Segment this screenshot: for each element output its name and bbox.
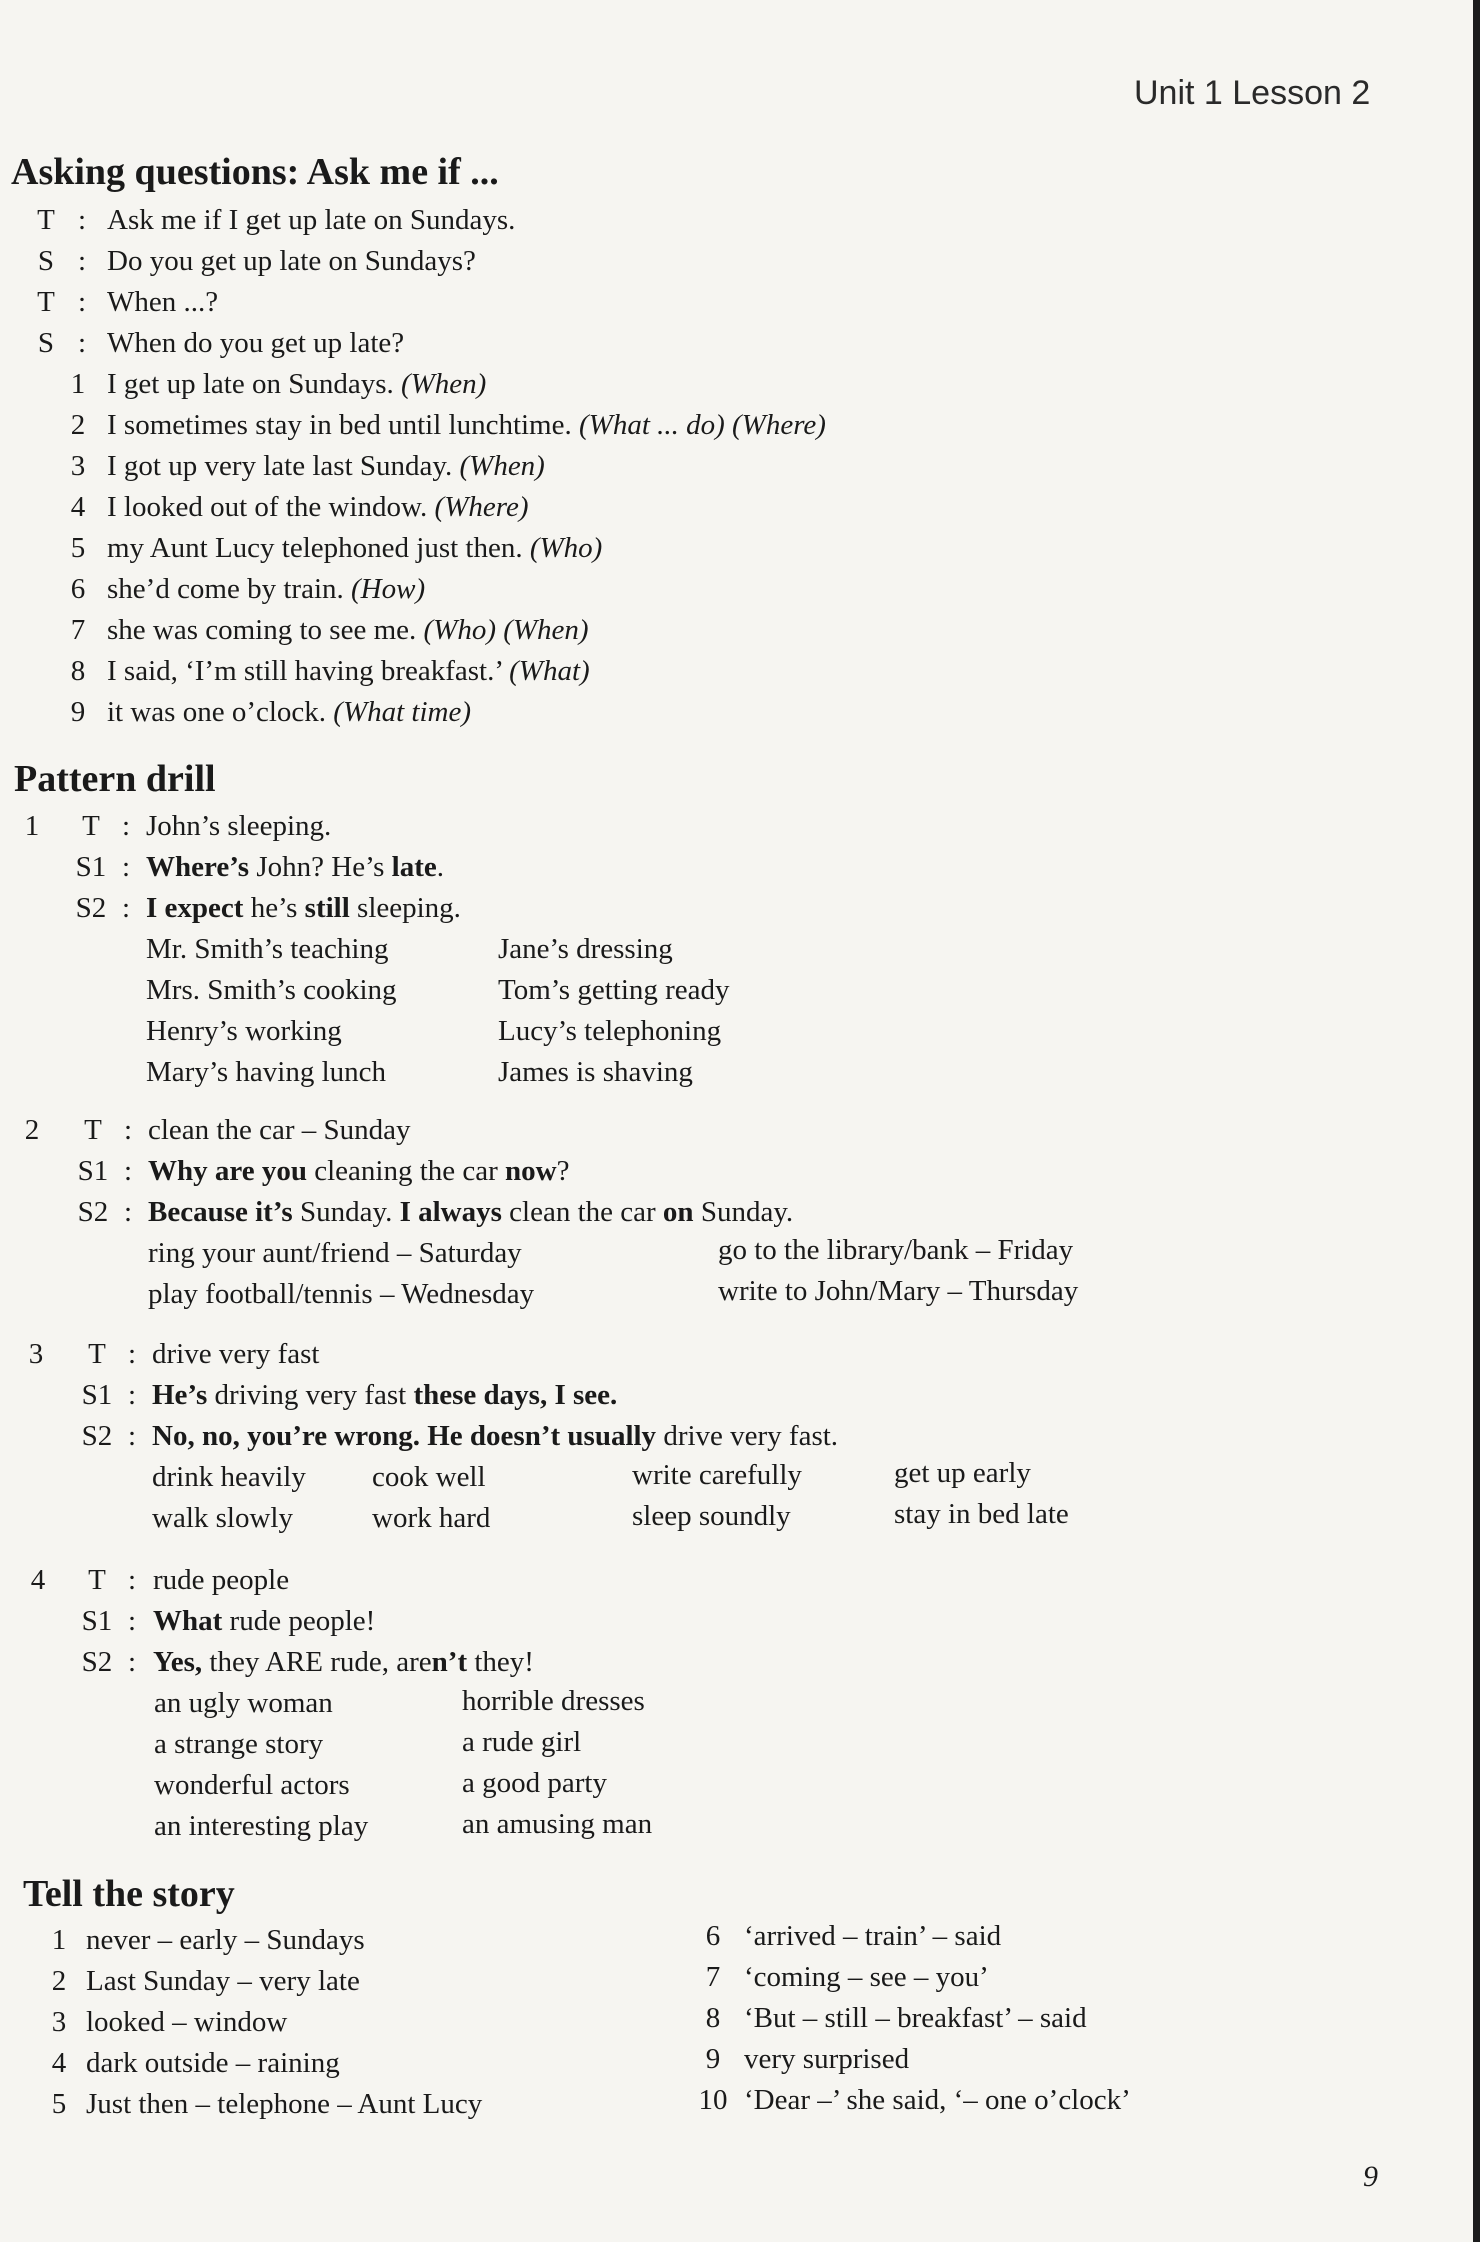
- text-span: they!: [467, 1646, 534, 1678]
- drill-prompt: an ugly woman: [154, 1687, 333, 1719]
- exercise-number: 3: [28, 1338, 44, 1370]
- drill-text: [153, 1642, 534, 1683]
- speaker-label: T: [82, 810, 100, 842]
- colon: :: [123, 1114, 133, 1146]
- drill-line: [0, 888, 1300, 929]
- item-sentence: it was one o’clock.: [107, 696, 327, 728]
- drill-prompt: sleep soundly: [632, 1500, 791, 1532]
- speaker-label: S1: [81, 1379, 113, 1411]
- item-text: [107, 528, 602, 569]
- drill-prompt: drink heavily: [152, 1461, 306, 1493]
- speaker-label: S2: [77, 1196, 109, 1228]
- question-item: [0, 528, 1300, 569]
- story-cue-text: ‘Dear –’ she said, ‘– one o’clock’: [744, 2084, 1131, 2116]
- item-number: 2: [70, 409, 86, 441]
- item-text: [107, 446, 545, 487]
- dialog-line: [0, 282, 1300, 323]
- drill-text: rude people: [153, 1564, 290, 1596]
- drill-prompt: Mr. Smith’s teaching: [146, 933, 389, 965]
- speaker-label: T: [88, 1338, 106, 1370]
- drill-prompt: Mary’s having lunch: [146, 1056, 387, 1088]
- colon: :: [121, 892, 131, 924]
- question-item: [0, 446, 1300, 487]
- item-number: 9: [70, 696, 86, 728]
- drill-prompt: Jane’s dressing: [498, 933, 673, 965]
- item-number: 5: [70, 532, 86, 564]
- story-cue-number: 8: [705, 2002, 721, 2034]
- story-cue-number: 3: [51, 2006, 67, 2038]
- story-cue-text: dark outside – raining: [86, 2047, 340, 2079]
- colon: :: [77, 245, 87, 277]
- speaker-label: S: [37, 245, 55, 277]
- item-text: [107, 405, 826, 446]
- speaker-label: S1: [75, 851, 107, 883]
- text-bold: What: [153, 1605, 223, 1637]
- colon: :: [127, 1338, 137, 1370]
- drill-line: [0, 806, 1300, 847]
- drill-prompt: work hard: [372, 1502, 491, 1534]
- drill-prompt: a good party: [462, 1767, 607, 1799]
- story-cue-number: 2: [51, 1965, 67, 1997]
- exercise-number: 2: [24, 1114, 40, 1146]
- item-number: 6: [70, 573, 86, 605]
- item-cue: (What time): [333, 696, 472, 728]
- drill-line: [0, 1416, 1300, 1457]
- item-sentence: I got up very late last Sunday.: [107, 450, 453, 482]
- colon: :: [127, 1379, 137, 1411]
- item-sentence: my Aunt Lucy telephoned just then.: [107, 532, 523, 564]
- colon: :: [123, 1155, 133, 1187]
- item-cue: (Where): [434, 491, 529, 523]
- drill-prompt: Mrs. Smith’s cooking: [146, 974, 397, 1006]
- text-span: drive very fast.: [656, 1420, 839, 1452]
- item-number: 1: [70, 368, 86, 400]
- text-bold: late: [391, 851, 437, 883]
- question-item: [0, 692, 1300, 733]
- section-title-asking: Asking questions: Ask me if ...: [11, 151, 499, 193]
- item-cue: (What): [509, 655, 590, 687]
- colon: :: [123, 1196, 133, 1228]
- story-cue-number: 4: [51, 2047, 67, 2079]
- story-cue-number: 6: [705, 1920, 721, 1952]
- speaker-label: T: [37, 286, 55, 318]
- story-cue-text: ‘coming – see – you’: [744, 1961, 989, 1993]
- dialog-text: When ...?: [107, 286, 219, 318]
- item-cue: (How): [351, 573, 426, 605]
- speaker-label: S2: [75, 892, 107, 924]
- drill-line: [0, 847, 1300, 888]
- drill-text: clean the car – Sunday: [148, 1114, 411, 1146]
- text-span: ?: [556, 1155, 570, 1187]
- drill-text: [146, 888, 461, 929]
- page-edge: [1473, 0, 1480, 2242]
- colon: :: [127, 1420, 137, 1452]
- drill-line: [0, 1601, 1300, 1642]
- story-cue-number: 10: [698, 2084, 728, 2116]
- dialog-line: [0, 241, 1300, 282]
- colon: :: [77, 204, 87, 236]
- text-bold: No, no, you’re wrong. He doesn’t usually: [152, 1420, 657, 1452]
- text-bold: these days, I see.: [413, 1379, 618, 1411]
- colon: :: [127, 1564, 137, 1596]
- story-cue: [690, 2039, 1350, 2080]
- item-text: [107, 364, 486, 405]
- page-number: 9: [1363, 2160, 1378, 2193]
- text-span: rude people!: [222, 1605, 376, 1637]
- drill-prompt: wonderful actors: [154, 1769, 350, 1801]
- text-bold: He’s: [152, 1379, 208, 1411]
- text-span: he’s: [243, 892, 305, 924]
- speaker-label: S2: [81, 1420, 113, 1452]
- drill-prompt: Tom’s getting ready: [498, 974, 730, 1006]
- item-text: [107, 610, 589, 651]
- dialog-text: Ask me if I get up late on Sundays.: [107, 204, 516, 236]
- item-number: 7: [70, 614, 86, 646]
- text-bold: I always: [399, 1196, 502, 1228]
- drill-prompt: horrible dresses: [462, 1685, 645, 1717]
- question-item: [0, 364, 1300, 405]
- speaker-label: S1: [81, 1605, 113, 1637]
- item-text: [107, 487, 528, 528]
- drill-prompt: an interesting play: [154, 1810, 369, 1842]
- item-cue: (When): [459, 450, 545, 482]
- drill-text: [152, 1416, 838, 1457]
- exercise-number: 1: [24, 810, 40, 842]
- text-bold: Where’s: [146, 851, 250, 883]
- drill-prompt: get up early: [894, 1457, 1031, 1489]
- colon: :: [127, 1646, 137, 1678]
- story-cue-number: 7: [705, 1961, 721, 1993]
- drill-prompt: ring your aunt/friend – Saturday: [148, 1237, 522, 1269]
- colon: :: [77, 327, 87, 359]
- item-sentence: I sometimes stay in bed until lunchtime.: [107, 409, 572, 441]
- item-number: 4: [70, 491, 86, 523]
- drill-line: [0, 1334, 1300, 1375]
- question-item: [0, 487, 1300, 528]
- text-span: .: [436, 851, 445, 883]
- item-cue: (What ... do) (Where): [579, 409, 826, 441]
- drill-line: [0, 1375, 1300, 1416]
- item-number: 8: [70, 655, 86, 687]
- item-sentence: I looked out of the window.: [107, 491, 428, 523]
- story-cue-text: ‘arrived – train’ – said: [744, 1920, 1002, 1952]
- text-span: cleaning the car: [306, 1155, 506, 1187]
- dialog-text: Do you get up late on Sundays?: [107, 245, 476, 277]
- story-cue: [690, 1916, 1350, 1957]
- colon: :: [77, 286, 87, 318]
- colon: :: [121, 851, 131, 883]
- unit-lesson-header: Unit 1 Lesson 2: [1134, 74, 1371, 112]
- drill-line: [0, 1110, 1300, 1151]
- drill-prompt: an amusing man: [462, 1808, 653, 1840]
- text-bold: n’t: [431, 1646, 468, 1678]
- colon: :: [121, 810, 131, 842]
- text-span: Sunday.: [292, 1196, 400, 1228]
- item-number: 3: [70, 450, 86, 482]
- drill-prompt: write to John/Mary – Thursday: [718, 1275, 1079, 1307]
- story-cue-text: looked – window: [86, 2006, 288, 2038]
- drill-text: John’s sleeping.: [146, 810, 332, 842]
- speaker-label: S: [37, 327, 55, 359]
- speaker-label: S1: [77, 1155, 109, 1187]
- drill-prompt: a strange story: [154, 1728, 324, 1760]
- story-cue: [0, 1961, 660, 2002]
- text-span: Sunday.: [693, 1196, 794, 1228]
- story-cue: [0, 2002, 660, 2043]
- story-cue-number: 9: [705, 2043, 721, 2075]
- colon: :: [127, 1605, 137, 1637]
- text-span: sleeping.: [349, 892, 461, 924]
- exercise-number: 4: [30, 1564, 46, 1596]
- item-cue: (When): [400, 368, 487, 400]
- story-cue: [0, 2043, 660, 2084]
- item-text: [107, 569, 425, 610]
- story-cue-text: never – early – Sundays: [86, 1924, 365, 1956]
- item-cue: (Who): [529, 532, 603, 564]
- drill-text: [153, 1601, 375, 1642]
- text-bold: still: [304, 892, 350, 924]
- drill-line: [0, 1560, 1300, 1601]
- drill-line: [0, 1192, 1300, 1233]
- drill-line: [0, 1642, 1300, 1683]
- drill-line: [0, 1151, 1300, 1192]
- text-bold: I expect: [146, 892, 244, 924]
- question-item: [0, 651, 1300, 692]
- text-span: driving very fast: [207, 1379, 414, 1411]
- item-sentence: I said, ‘I’m still having breakfast.’: [107, 655, 502, 687]
- drill-text: drive very fast: [152, 1338, 320, 1370]
- text-span: they ARE rude, are: [202, 1646, 432, 1678]
- story-cue-text: ‘But – still – breakfast’ – said: [744, 2002, 1087, 2034]
- drill-prompt: a rude girl: [462, 1726, 582, 1758]
- text-bold: Because it’s: [148, 1196, 293, 1228]
- drill-prompt: play football/tennis – Wednesday: [148, 1278, 535, 1310]
- dialog-line: [0, 323, 1300, 364]
- speaker-label: T: [84, 1114, 102, 1146]
- section-title-pattern-drill: Pattern drill: [14, 758, 216, 800]
- drill-prompt: walk slowly: [152, 1502, 293, 1534]
- text-span: John? He’s: [249, 851, 392, 883]
- item-text: [107, 651, 590, 692]
- section-title-tell-the-story: Tell the story: [23, 1873, 235, 1915]
- item-sentence: she was coming to see me.: [107, 614, 417, 646]
- story-cue: [0, 2084, 660, 2125]
- dialog-text: When do you get up late?: [107, 327, 405, 359]
- text-bold: on: [662, 1196, 694, 1228]
- story-cue-number: 5: [51, 2088, 67, 2120]
- text-bold: now: [505, 1155, 557, 1187]
- speaker-label: T: [37, 204, 55, 236]
- question-item: [0, 569, 1300, 610]
- story-cue: [0, 1920, 660, 1961]
- item-sentence: I get up late on Sundays.: [107, 368, 394, 400]
- story-cue-text: very surprised: [744, 2043, 910, 2075]
- story-cue: [690, 1998, 1350, 2039]
- drill-text: [152, 1375, 617, 1416]
- story-cue: [690, 1957, 1350, 1998]
- speaker-label: T: [88, 1564, 106, 1596]
- drill-text: [148, 1151, 570, 1192]
- drill-prompt: James is shaving: [498, 1056, 693, 1088]
- text-bold: Yes,: [153, 1646, 203, 1678]
- story-cue-text: Just then – telephone – Aunt Lucy: [86, 2088, 483, 2120]
- drill-prompt: stay in bed late: [894, 1498, 1069, 1530]
- question-item: [0, 610, 1300, 651]
- story-cue: [690, 2080, 1350, 2121]
- dialog-line: [0, 200, 1300, 241]
- drill-prompt: Henry’s working: [146, 1015, 342, 1047]
- drill-prompt: Lucy’s telephoning: [498, 1015, 722, 1047]
- drill-prompt: write carefully: [632, 1459, 802, 1491]
- item-text: [107, 692, 471, 733]
- story-cue-number: 1: [51, 1924, 67, 1956]
- drill-text: [146, 847, 444, 888]
- story-cue-text: Last Sunday – very late: [86, 1965, 360, 1997]
- question-item: [0, 405, 1300, 446]
- text-bold: Why are you: [148, 1155, 307, 1187]
- drill-text: [148, 1192, 793, 1233]
- drill-prompt: cook well: [372, 1461, 486, 1493]
- text-span: clean the car: [501, 1196, 663, 1228]
- item-sentence: she’d come by train.: [107, 573, 344, 605]
- item-cue: (Who) (When): [423, 614, 589, 646]
- speaker-label: S2: [81, 1646, 113, 1678]
- drill-prompt: go to the library/bank – Friday: [718, 1234, 1074, 1266]
